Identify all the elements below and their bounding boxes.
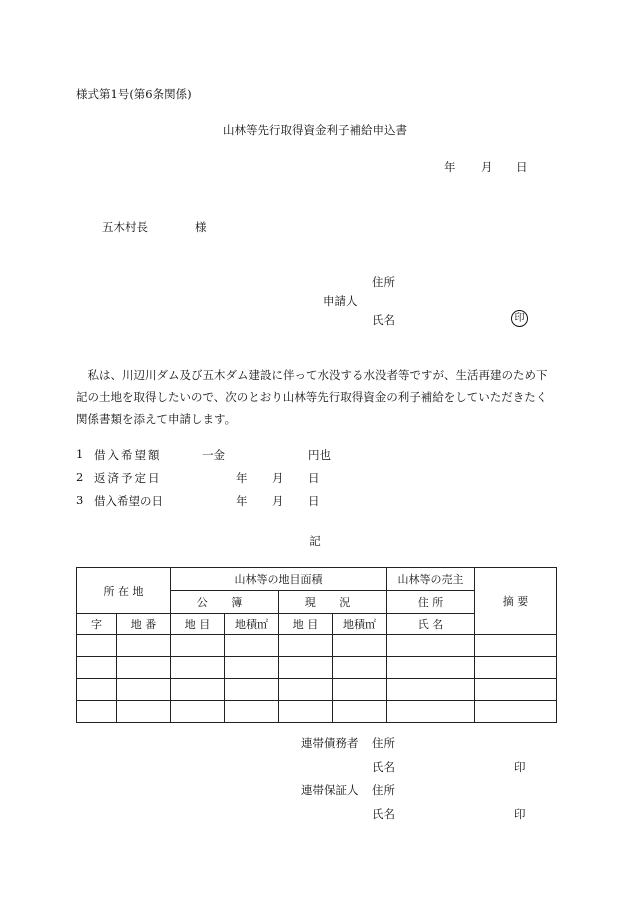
joint-debtor-name-label: 氏名 <box>372 760 395 774</box>
table-cell[interactable] <box>387 701 475 723</box>
table-cell[interactable] <box>225 679 279 701</box>
table-cell[interactable] <box>117 701 171 723</box>
joint-guarantor-seal: 印 <box>514 807 526 821</box>
table-cell[interactable] <box>333 701 387 723</box>
table-row <box>77 701 557 723</box>
item-year: 年 <box>236 471 248 485</box>
applicant-name-label: 氏名 <box>372 313 395 327</box>
item-number: 1 <box>76 447 84 461</box>
addressee: 五木村長 <box>102 220 148 234</box>
table-cell[interactable] <box>171 657 225 679</box>
table-cell[interactable] <box>77 701 117 723</box>
item-label: 借入希望額 <box>94 448 162 462</box>
header-chimoku-official: 地 目 <box>171 614 225 635</box>
table-cell[interactable] <box>333 679 387 701</box>
table-cell[interactable] <box>117 657 171 679</box>
joint-debtor-role: 連帯債務者 <box>301 736 359 750</box>
date-day: 日 <box>516 160 528 174</box>
table-row <box>77 635 557 657</box>
joint-guarantor-name-label: 氏名 <box>372 807 395 821</box>
land-table <box>76 567 557 723</box>
table-cell[interactable] <box>387 635 475 657</box>
header-land-area: 山林等の地目面積 <box>171 568 387 591</box>
header-area-actual: 地積㎡ <box>333 614 387 635</box>
table-row <box>77 679 557 701</box>
table-cell[interactable] <box>333 635 387 657</box>
table-cell[interactable] <box>225 701 279 723</box>
table-cell[interactable] <box>475 657 557 679</box>
ki-heading: 記 <box>309 534 321 548</box>
table-cell[interactable] <box>475 635 557 657</box>
item-day: 日 <box>308 494 320 508</box>
header-seller-address: 住 所 <box>387 591 475 614</box>
item-label: 返済予定日 <box>94 471 162 485</box>
joint-debtor-seal: 印 <box>514 760 526 774</box>
form-number: 様式第1号(第6条関係) <box>76 87 192 101</box>
table-cell[interactable] <box>279 701 333 723</box>
header-aza: 字 <box>77 614 117 635</box>
item-month: 月 <box>272 471 284 485</box>
table-cell[interactable] <box>171 679 225 701</box>
amount-unit: 円也 <box>308 448 331 462</box>
table-cell[interactable] <box>475 701 557 723</box>
header-remarks: 摘 要 <box>475 568 557 635</box>
header-chiban: 地 番 <box>117 614 171 635</box>
table-cell[interactable] <box>77 657 117 679</box>
header-chimoku-actual: 地 目 <box>279 614 333 635</box>
joint-debtor-address-label: 住所 <box>372 736 395 750</box>
header-actual: 現 況 <box>279 591 387 614</box>
item-number: 3 <box>76 493 84 507</box>
header-seller-name: 氏 名 <box>387 614 475 635</box>
joint-guarantor-address-label: 住所 <box>372 783 395 797</box>
header-area-official: 地積㎡ <box>225 614 279 635</box>
joint-guarantor-role: 連帯保証人 <box>301 783 359 797</box>
honorific: 様 <box>195 220 207 234</box>
seal-icon: 印 <box>511 310 528 327</box>
amount-prefix: 一金 <box>202 448 225 462</box>
item-label: 借入希望の日 <box>94 494 163 508</box>
applicant-address-label: 住所 <box>372 275 395 289</box>
table-cell[interactable] <box>225 635 279 657</box>
table-cell[interactable] <box>279 635 333 657</box>
table-cell[interactable] <box>387 679 475 701</box>
table-cell[interactable] <box>279 679 333 701</box>
item-number: 2 <box>76 470 84 484</box>
table-cell[interactable] <box>77 635 117 657</box>
table-cell[interactable] <box>171 701 225 723</box>
header-official: 公 簿 <box>171 591 279 614</box>
table-cell[interactable] <box>117 679 171 701</box>
item-day: 日 <box>308 471 320 485</box>
table-cell[interactable] <box>117 635 171 657</box>
application-body: 私は、川辺川ダム及び五木ダム建設に伴って水没する水没者等ですが、生活再建のため下記の土地を取得したいので、次のとおり山林等先行取得資金の利子補給をしていただきたく関係書類を添えて申請します。 <box>76 368 548 426</box>
applicant-label: 申請人 <box>323 294 358 308</box>
item-year: 年 <box>236 494 248 508</box>
date-month: 月 <box>481 160 493 174</box>
table-cell[interactable] <box>77 679 117 701</box>
date-year: 年 <box>444 160 456 174</box>
header-location: 所 在 地 <box>77 568 171 614</box>
table-cell[interactable] <box>387 657 475 679</box>
table-cell[interactable] <box>225 657 279 679</box>
document-title: 山林等先行取得資金利子補給申込書 <box>223 123 407 137</box>
table-cell[interactable] <box>171 635 225 657</box>
table-cell[interactable] <box>333 657 387 679</box>
header-seller: 山林等の売主 <box>387 568 475 591</box>
table-cell[interactable] <box>475 679 557 701</box>
table-row <box>77 657 557 679</box>
item-month: 月 <box>272 494 284 508</box>
table-cell[interactable] <box>279 657 333 679</box>
